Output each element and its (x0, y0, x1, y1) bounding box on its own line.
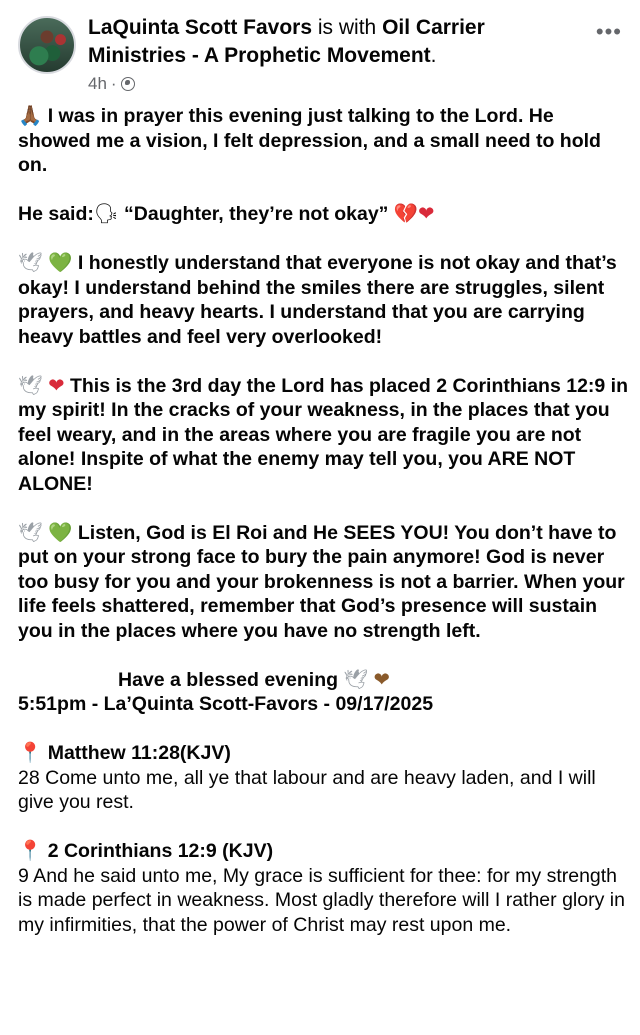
mending-heart-icon: ❤ (48, 373, 65, 397)
paragraph-2 (18, 202, 628, 227)
verse-1-reference: Matthew 11:28(KJV) (42, 742, 231, 764)
paragraph-2-quote: “Daughter, they’re not okay” (118, 203, 394, 225)
meta-separator: · (110, 74, 117, 93)
speaking-head-icon: 🗣 (93, 202, 119, 225)
pin-icon: 📍 (18, 839, 43, 862)
closing-line (18, 668, 628, 693)
verse-1-heading (18, 741, 628, 766)
brown-heart-icon: ❤ (373, 667, 390, 691)
paragraph-5 (18, 521, 628, 644)
pin-icon: 📍 (18, 741, 43, 764)
verse-1-text: 28 Come unto me, all ye that labour and are heavy laden, and I will give you rest. (18, 766, 596, 813)
green-heart-icon: 💚 (48, 251, 73, 274)
dove-icon: 🕊 (18, 373, 43, 397)
verse-2-reference: 2 Corinthians 12:9 (KJV) (42, 840, 274, 862)
dove-icon: 🕊 (18, 251, 43, 274)
with-text: is with (312, 16, 383, 39)
author-name[interactable]: LaQuinta Scott Favors (88, 16, 313, 39)
closing-text: Have a blessed evening (118, 668, 344, 691)
paragraph-1-text: I was in prayer this evening just talking to the Lord. He showed me a vision, I felt depression, and a small need to hold on. (18, 105, 601, 176)
post-timestamp[interactable]: 4h (88, 74, 107, 93)
title-period: . (430, 44, 437, 67)
verse-2-text: 9 And he said unto me, My grace is sufficient for thee: for my strength is made perfect in weakness. Most gladly therefore will I rather glory in my infirmities, that the power of Christ may rest upon me. (18, 864, 625, 936)
praying-hands-icon: 🙏🏾 (18, 104, 43, 127)
post-body (18, 104, 628, 937)
paragraph-3-text: I honestly understand that everyone is not okay and that’s okay! I understand behind the smiles there are struggles, silent prayers, and heavy hearts. I understand that you are carrying heavy battles and feel very overlooked! (18, 252, 617, 348)
avatar[interactable] (18, 16, 76, 74)
more-options-icon[interactable]: ••• (595, 19, 622, 44)
paragraph-5-text: Listen, God is El Roi and He SEES YOU! You don’t have to put on your strong face to bury the pain anymore! God is never too busy for you and your brokenness is not a barrier. When your life feels shattered, remember that God’s presence will sustain you in the places where you have no strength left. (18, 521, 625, 642)
post-meta (88, 74, 135, 94)
dove-icon: 🕊 (18, 520, 43, 544)
paragraph-3 (18, 251, 628, 349)
signature-line: 5:51pm - La’Quinta Scott-Favors - 09/17/2025 (18, 693, 434, 715)
paragraph-1 (18, 104, 628, 178)
verse-2-heading (18, 839, 628, 864)
paragraph-4-text: This is the 3rd day the Lord has placed 2 Corinthians 12:9 in my spirit! In the cracks of your weakness, in the places that you feel weary, and in the areas where you are fragile you are not alone! Inspite of what the enemy may tell you, you ARE NOT ALONE! (18, 374, 628, 495)
post-title (88, 14, 588, 70)
green-heart-icon: 💚 (48, 520, 73, 544)
tagged-page-name[interactable]: Oil Carrier Ministries - A Prophetic Movement (88, 16, 485, 67)
broken-heart-icon: 💔❤ (393, 202, 435, 225)
post-header (18, 14, 622, 94)
dove-icon: 🕊 (343, 667, 369, 691)
globe-icon[interactable] (121, 77, 135, 91)
paragraph-2-prefix: He said: (18, 203, 94, 225)
paragraph-4 (18, 374, 628, 497)
